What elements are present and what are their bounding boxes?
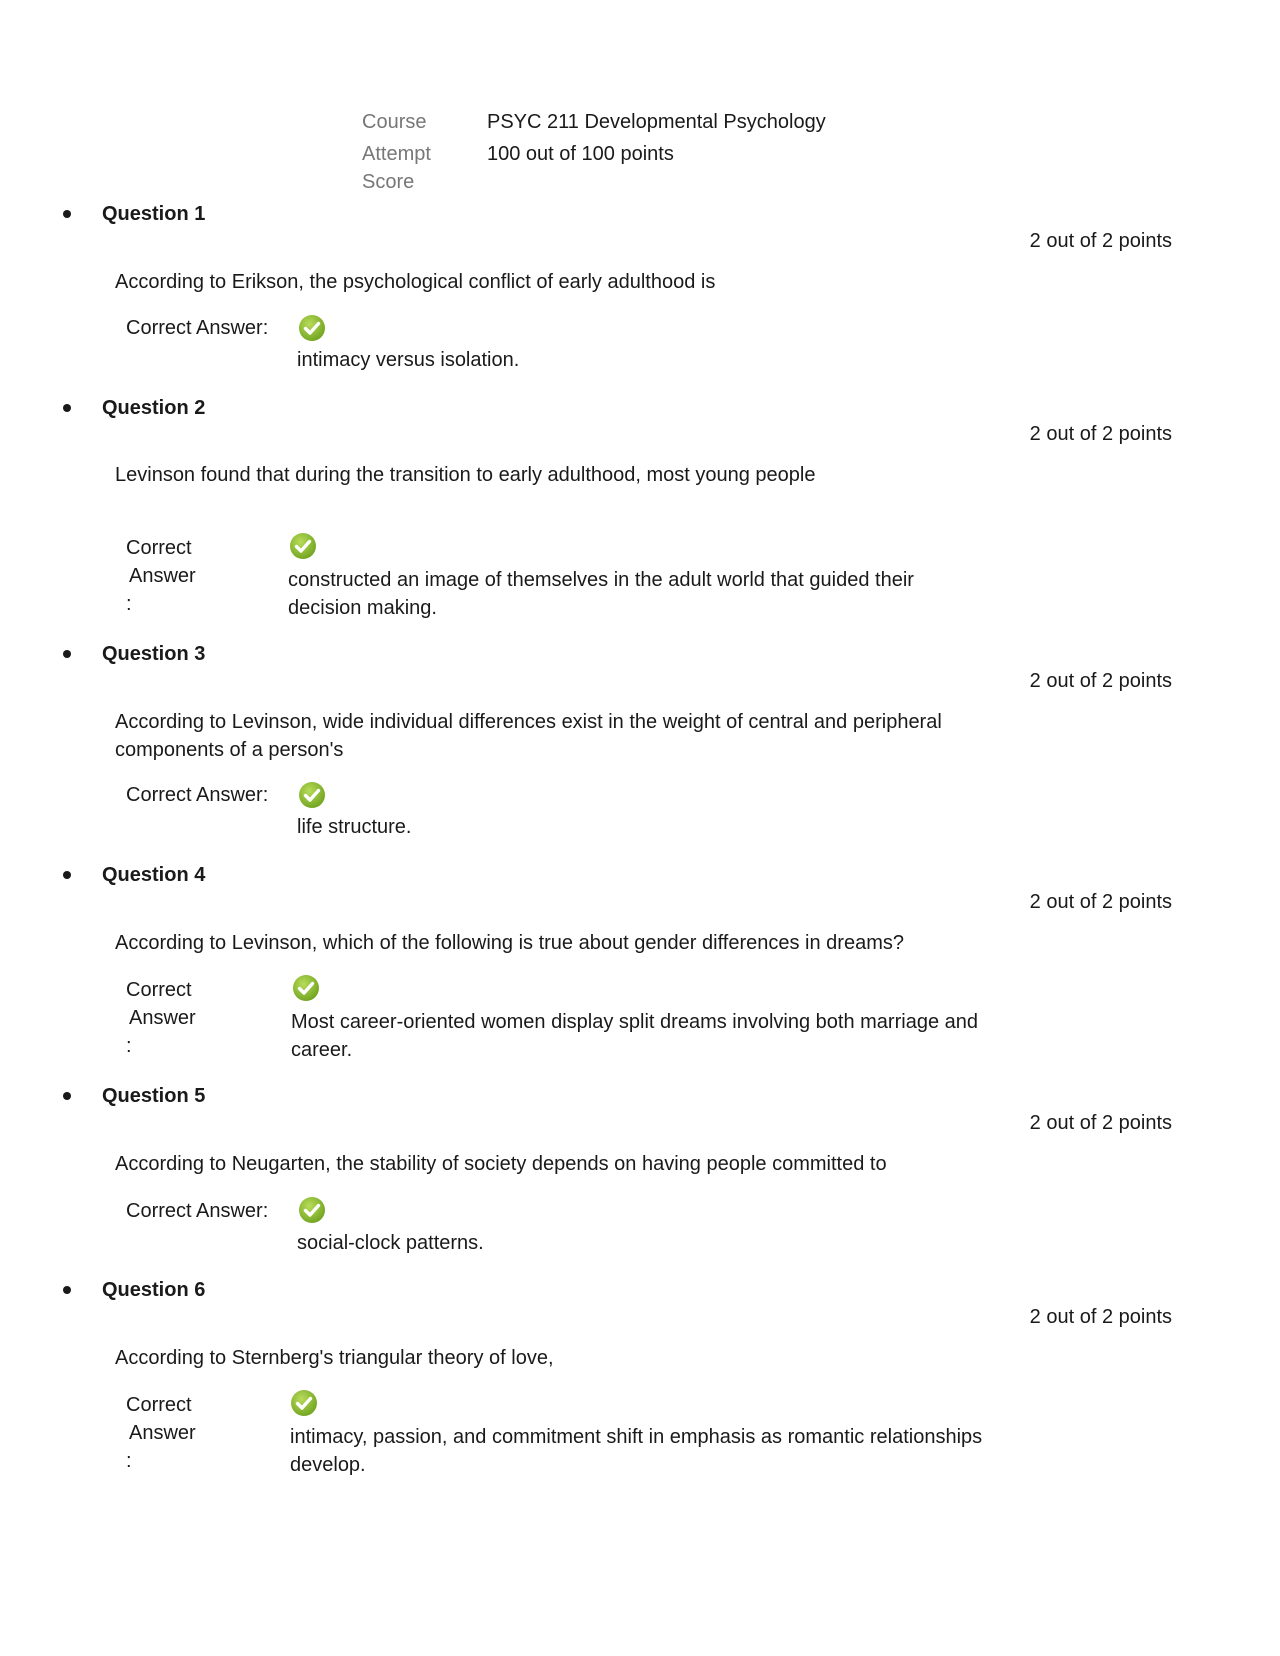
check-icon [298, 781, 326, 809]
correct-word: Correct [126, 979, 192, 1001]
correct-answer-label: Correct Answer: [126, 784, 269, 806]
colon: : [126, 1035, 132, 1057]
correct-word: Correct [126, 537, 192, 559]
check-icon [289, 532, 317, 560]
question-title: Question 1 [102, 203, 206, 225]
bullet [63, 1286, 71, 1294]
question-points: 2 out of 2 points [1029, 423, 1172, 445]
question-text: According to Erikson, the psychological conflict of early adulthood is [115, 271, 716, 293]
question-points: 2 out of 2 points [1029, 1306, 1172, 1328]
question-title: Question 5 [102, 1085, 206, 1107]
correct-answer-label: Correct Answer: [126, 317, 269, 339]
bullet [63, 871, 71, 879]
question-points: 2 out of 2 points [1029, 891, 1172, 913]
answer-word: Answer [129, 1422, 196, 1444]
question-text: According to Sternberg's triangular theory of love, [115, 1347, 554, 1369]
question-points: 2 out of 2 points [1029, 230, 1172, 252]
question-text: According to Levinson, which of the following is true about gender differences in dreams? [115, 932, 904, 954]
question-text: According to Levinson, wide individual differences exist in the weight of central and peripheral components of a person's [115, 711, 942, 761]
question-title: Question 3 [102, 643, 206, 665]
bullet [63, 210, 71, 218]
score-value: 100 out of 100 points [487, 143, 674, 165]
check-icon [292, 974, 320, 1002]
check-icon [298, 314, 326, 342]
colon: : [126, 593, 132, 615]
score-label-line1: Attempt [362, 143, 431, 165]
question-points: 2 out of 2 points [1029, 670, 1172, 692]
question-title: Question 6 [102, 1279, 206, 1301]
answer-text: life structure. [297, 816, 412, 838]
check-icon [290, 1389, 318, 1417]
check-icon [298, 1196, 326, 1224]
correct-answer-label [126, 534, 216, 618]
score-label-line2: Score [362, 171, 415, 193]
bullet [63, 650, 71, 658]
correct-answer-label: Correct Answer: [126, 1200, 269, 1222]
answer-text: social-clock patterns. [297, 1232, 484, 1254]
question-text: Levinson found that during the transition to early adulthood, most young people [115, 464, 816, 486]
bullet [63, 1092, 71, 1100]
correct-word: Correct [126, 1394, 192, 1416]
question-text: According to Neugarten, the stability of society depends on having people committed to [115, 1153, 887, 1175]
answer-word: Answer [129, 565, 196, 587]
question-title: Question 2 [102, 397, 206, 419]
answer-text: constructed an image of themselves in the adult world that guided their decision making. [288, 569, 914, 619]
course-value: PSYC 211 Developmental Psychology [487, 111, 826, 133]
answer-text: intimacy versus isolation. [297, 349, 520, 371]
score-label [362, 140, 462, 196]
answer-word: Answer [129, 1007, 196, 1029]
question-points: 2 out of 2 points [1029, 1112, 1172, 1134]
question-title: Question 4 [102, 864, 206, 886]
bullet [63, 404, 71, 412]
correct-answer-label [126, 1391, 216, 1475]
correct-answer-label [126, 976, 216, 1060]
colon: : [126, 1450, 132, 1472]
answer-text: Most career-oriented women display split dreams involving both marriage and career. [291, 1011, 978, 1061]
course-label: Course [362, 111, 427, 133]
answer-text: intimacy, passion, and commitment shift in emphasis as romantic relationships develop. [290, 1426, 983, 1476]
